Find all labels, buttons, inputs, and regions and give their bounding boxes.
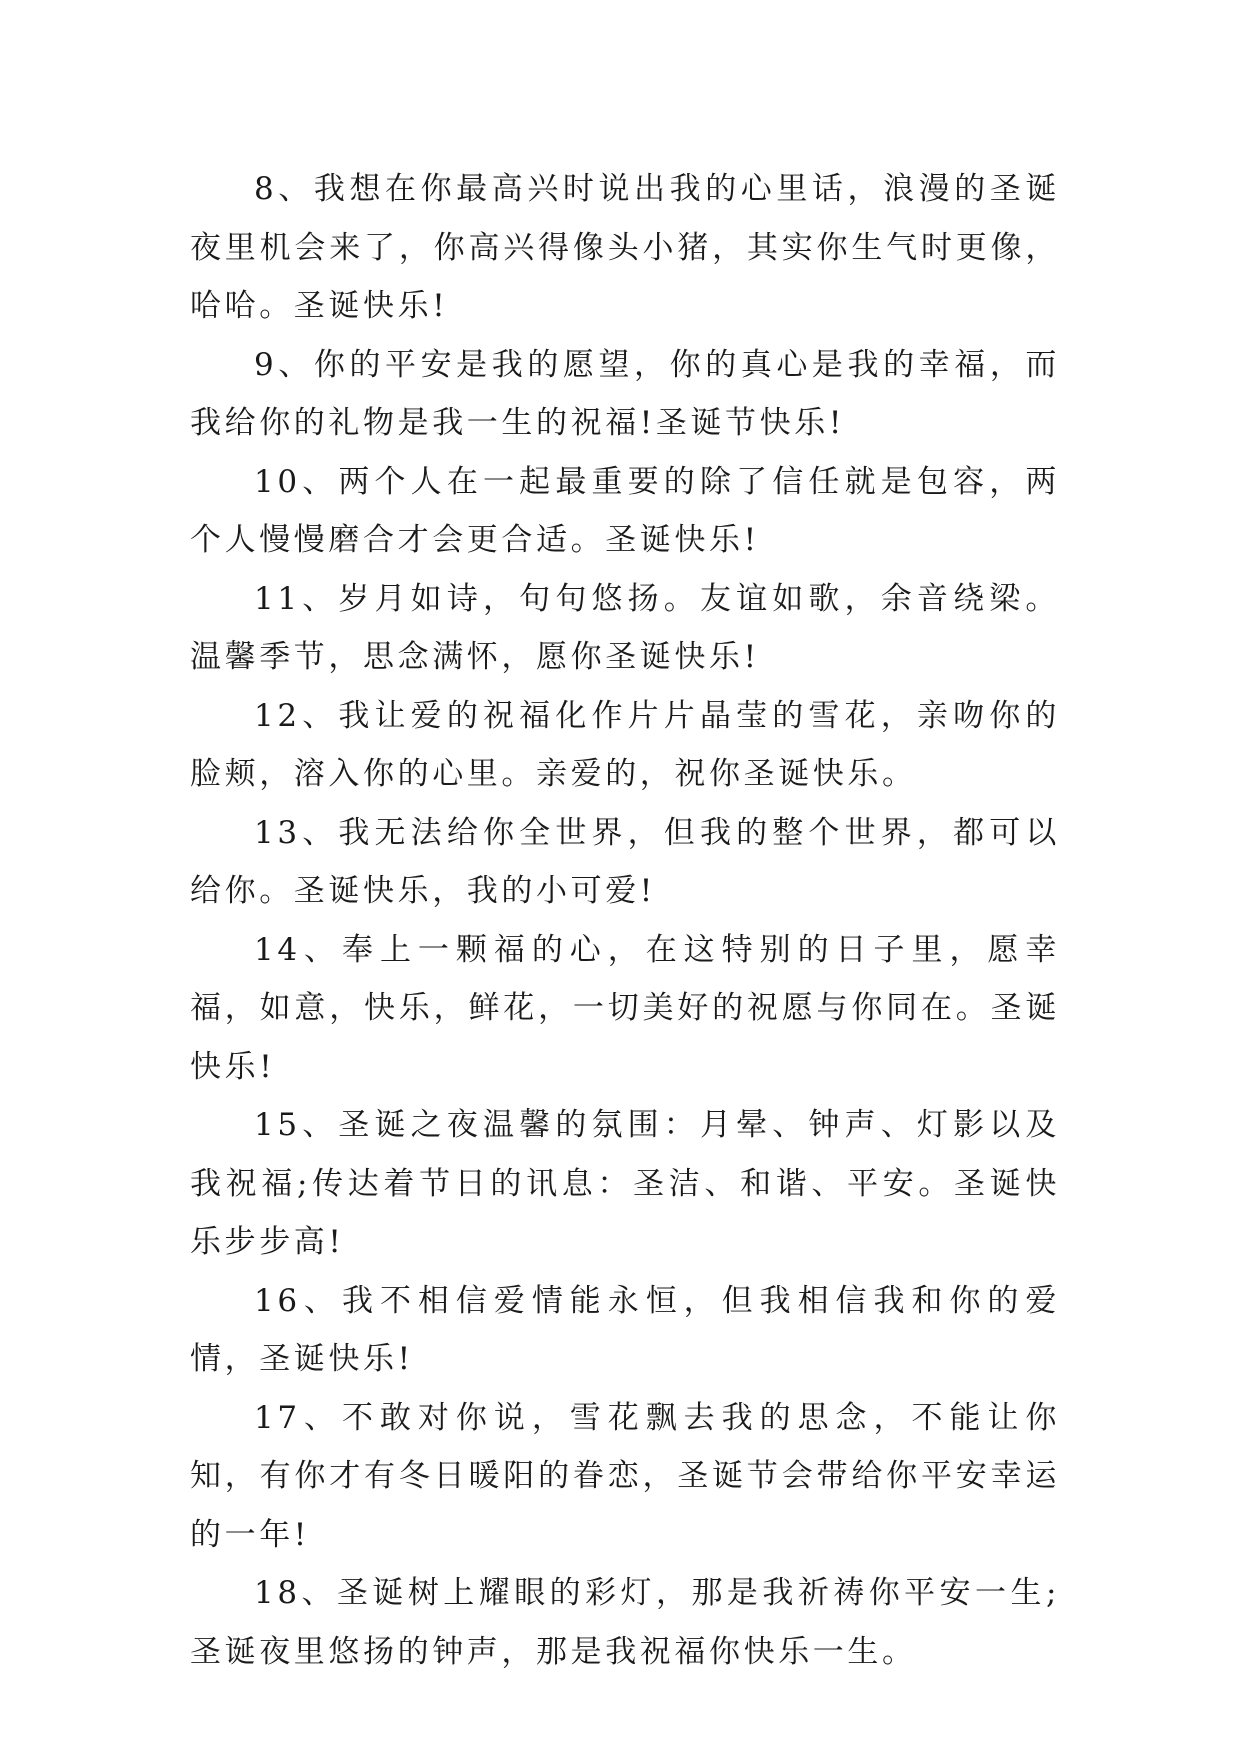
paragraph-11: 11、岁月如诗，句句悠扬。友谊如歌，余音绕梁。温馨季节，思念满怀，愿你圣诞快乐! (190, 580, 1060, 675)
paragraph-17: 17、不敢对你说，雪花飘去我的思念，不能让你知，有你才有冬日暖阳的眷恋，圣诞节会带给你平安幸运的一年! (190, 1399, 1060, 1553)
paragraph-10: 10、两个人在一起最重要的除了信任就是包容，两个人慢慢磨合才会更合适。圣诞快乐! (190, 463, 1060, 558)
paragraph-16: 16、我不相信爱情能永恒，但我相信我和你的爱情，圣诞快乐! (190, 1282, 1060, 1377)
document-page (190, 160, 1060, 1681)
paragraph-8: 8、我想在你最高兴时说出我的心里话，浪漫的圣诞夜里机会来了，你高兴得像头小猪，其实你生气时更像，哈哈。圣诞快乐! (190, 171, 1060, 324)
paragraph-18: 18、圣诞树上耀眼的彩灯，那是我祈祷你平安一生;圣诞夜里悠扬的钟声，那是我祝福你快乐一生。 (190, 1575, 1060, 1670)
paragraph-9: 9、你的平安是我的愿望，你的真心是我的幸福，而我给你的礼物是我一生的祝福!圣诞节快乐! (190, 346, 1060, 441)
paragraph-12: 12、我让爱的祝福化作片片晶莹的雪花，亲吻你的脸颊，溶入你的心里。亲爱的，祝你圣诞快乐。 (190, 697, 1060, 792)
paragraph-13: 13、我无法给你全世界，但我的整个世界，都可以给你。圣诞快乐，我的小可爱! (190, 814, 1060, 909)
paragraph-14: 14、奉上一颗福的心，在这特别的日子里，愿幸福，如意，快乐，鲜花，一切美好的祝愿与你同在。圣诞快乐! (190, 931, 1060, 1085)
paragraph-15: 15、圣诞之夜温馨的氛围：月晕、钟声、灯影以及我祝福;传达着节日的讯息：圣洁、和谐、平安。圣诞快乐步步高! (190, 1107, 1060, 1260)
